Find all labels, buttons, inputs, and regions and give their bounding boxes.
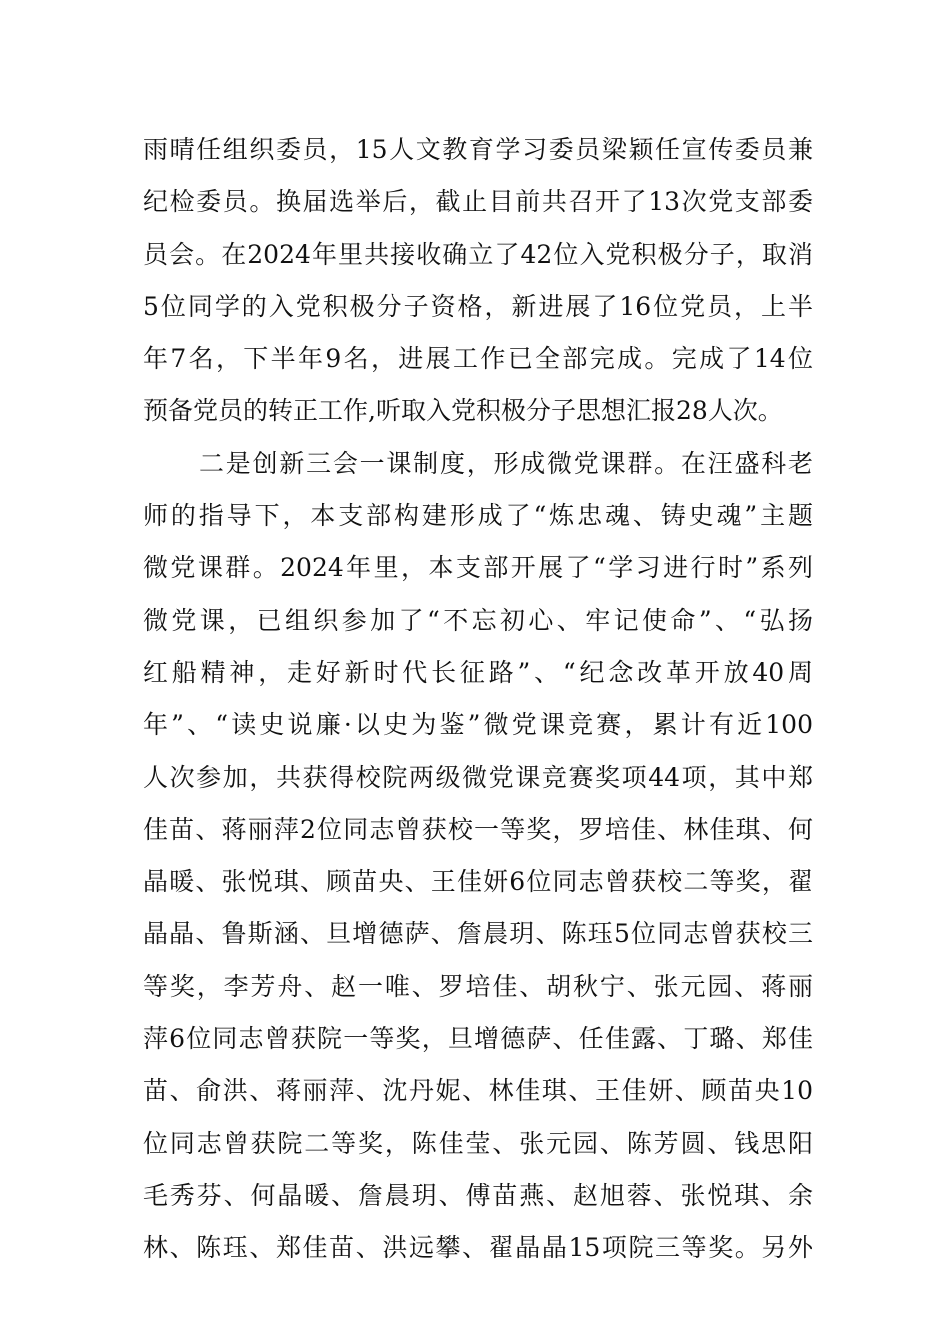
text-line: 人次参加，共获得校院两级微党课竞赛奖项44项，其中郑 [143,762,813,792]
text-line: 毛秀芬、何晶暖、詹晨玥、傅苗燕、赵旭蓉、张悦琪、余 [143,1180,813,1210]
text-line: 等奖，李芳舟、赵一唯、罗培佳、胡秋宁、张元园、蒋丽 [143,971,813,1001]
paragraph-first-line: 二是创新三会一课制度，形成微党课群。在汪盛科老 [199,448,813,478]
text-line: 5位同学的入党积极分子资格，新进展了16位党员，上半 [143,291,813,321]
text-line: 萍6位同志曾获院一等奖，旦增德萨、任佳露、丁璐、郑佳 [143,1024,813,1054]
text-line: 员会。在2024年里共接收确立了42位入党积极分子，取消 [143,239,813,269]
text-line: 红船精神，走好新时代长征路”、“纪念改革开放40周 [143,657,813,687]
text-line: 纪检委员。换届选举后，截止目前共召开了13次党支部委 [143,187,813,217]
text-line: 佳苗、蒋丽萍2位同志曾获校一等奖，罗培佳、林佳琪、何 [143,814,813,844]
document-body [143,124,813,1275]
text-line: 年”、“读史说廉·以史为鉴”微党课竞赛，累计有近100 [143,710,813,740]
text-line: 师的指导下，本支部构建形成了“炼忠魂、铸史魂”主题 [143,501,813,531]
text-line: 年7名，下半年9名，进展工作已全部完成。完成了14位 [143,344,813,374]
text-line: 林、陈珏、郑佳苗、洪远攀、翟晶晶15项院三等奖。另外 [143,1233,813,1263]
text-line: 预备党员的转正工作,听取入党积极分子思想汇报28人次。 [143,396,783,426]
text-line: 位同志曾获院二等奖，陈佳莹、张元园、陈芳圆、钱思阳 [143,1128,813,1158]
text-line: 晶晶、鲁斯涵、旦增德萨、詹晨玥、陈珏5位同志曾获校三 [143,919,813,949]
text-line: 苗、俞洪、蒋丽萍、沈丹妮、林佳琪、王佳妍、顾苗央10 [143,1076,813,1106]
text-line: 雨晴任组织委员，15人文教育学习委员梁颖任宣传委员兼 [143,135,813,164]
text-line: 晶暖、张悦琪、顾苗央、王佳妍6位同志曾获校二等奖，翟 [143,867,813,897]
text-line: 微党课群。2024年里，本支部开展了“学习进行时”系列 [143,553,813,583]
text-line: 微党课，已组织参加了“不忘初心、牢记使命”、“弘扬 [143,605,813,635]
